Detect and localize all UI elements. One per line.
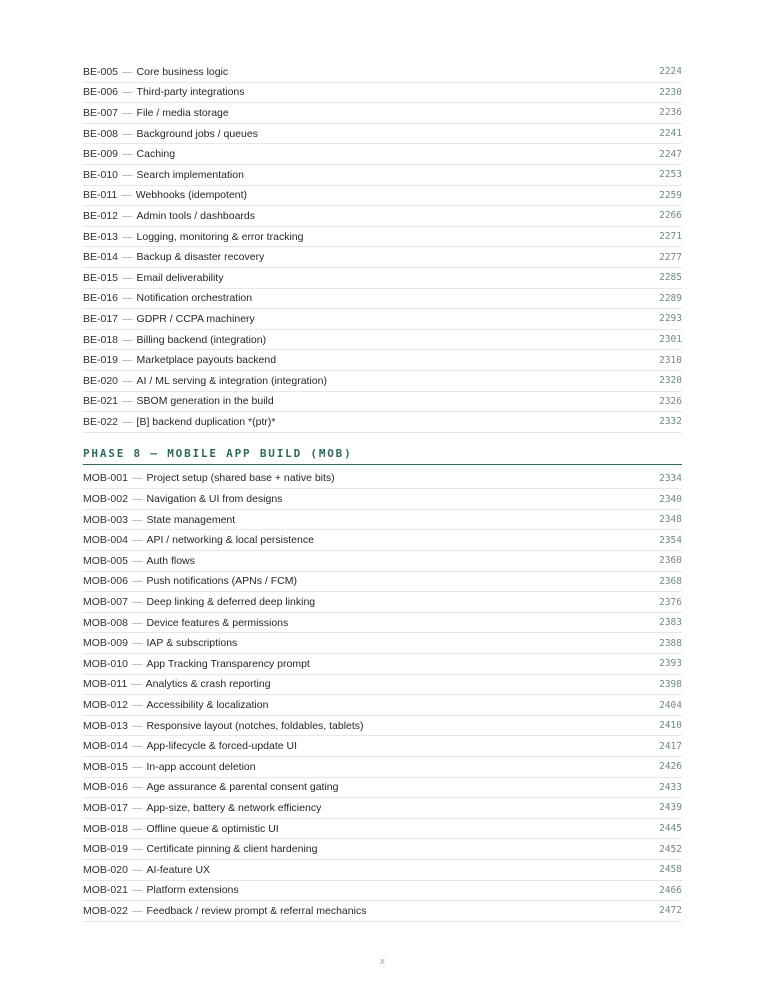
entry-title: Accessibility & localization xyxy=(146,699,269,712)
entry-title: Caching xyxy=(136,148,176,161)
entry-page-number: 2354 xyxy=(659,534,682,546)
toc-entry[interactable] xyxy=(83,736,682,757)
toc-entry-text xyxy=(83,678,271,690)
entry-title: In-app account deletion xyxy=(146,760,256,773)
entry-page-number: 2301 xyxy=(659,334,682,346)
entry-separator: — xyxy=(122,106,133,119)
entry-page-number: 2271 xyxy=(659,231,682,243)
entry-code: BE-009 xyxy=(83,148,119,161)
toc-entry-text xyxy=(83,514,235,526)
toc-entry[interactable] xyxy=(83,592,682,613)
toc-entry[interactable] xyxy=(83,510,682,531)
toc-entry-text xyxy=(83,128,258,140)
entry-title: Auth flows xyxy=(146,554,195,567)
entry-separator: — xyxy=(131,699,143,712)
entry-code: BE-021 xyxy=(83,395,119,408)
entry-code: BE-005 xyxy=(83,65,119,78)
toc-entry[interactable] xyxy=(83,881,682,902)
entry-title: [B] backend duplication *(ptr)* xyxy=(136,415,276,428)
toc-entry[interactable] xyxy=(83,778,682,799)
entry-separator: — xyxy=(131,596,143,609)
entry-page-number: 2433 xyxy=(659,781,682,793)
entry-page-number: 2340 xyxy=(659,493,682,505)
entry-code: MOB-009 xyxy=(83,637,128,650)
entry-code: MOB-020 xyxy=(83,863,128,876)
toc-entry[interactable] xyxy=(83,695,682,716)
entry-page-number: 2326 xyxy=(659,395,682,407)
entry-title: Backup & disaster recovery xyxy=(136,251,265,264)
entry-separator: — xyxy=(122,127,133,140)
entry-page-number: 2348 xyxy=(659,514,682,526)
entry-title: SBOM generation in the build xyxy=(136,395,274,408)
entry-code: MOB-007 xyxy=(83,596,128,609)
toc-entry[interactable] xyxy=(83,62,682,83)
entry-title: Age assurance & parental consent gating xyxy=(146,781,339,794)
toc-entry-text xyxy=(83,740,297,752)
entry-code: MOB-015 xyxy=(83,760,128,773)
toc-entry[interactable] xyxy=(83,227,682,248)
entry-separator: — xyxy=(122,251,133,264)
entry-code: BE-012 xyxy=(83,209,119,222)
entry-code: MOB-021 xyxy=(83,884,128,897)
entry-page-number: 2376 xyxy=(659,596,682,608)
toc-entry[interactable] xyxy=(83,757,682,778)
entry-separator: — xyxy=(122,395,133,408)
entry-title: App Tracking Transparency prompt xyxy=(146,657,310,670)
toc-entry-text xyxy=(83,905,366,917)
toc-entry[interactable] xyxy=(83,860,682,881)
toc-entry-text xyxy=(83,720,364,732)
entry-title: Marketplace payouts backend xyxy=(136,354,277,367)
entry-page-number: 2247 xyxy=(659,148,682,160)
toc-entry[interactable] xyxy=(83,798,682,819)
entry-code: MOB-008 xyxy=(83,616,128,629)
entry-code: BE-019 xyxy=(83,354,119,367)
entry-title: Billing backend (integration) xyxy=(136,333,267,346)
entry-code: BE-013 xyxy=(83,230,119,243)
entry-page-number: 2230 xyxy=(659,86,682,98)
toc-entry-text xyxy=(83,596,315,608)
toc-entry-text xyxy=(83,864,210,876)
toc-entry-text xyxy=(83,843,317,855)
toc-entry[interactable] xyxy=(83,83,682,104)
toc-entry[interactable] xyxy=(83,309,682,330)
toc-entry-text xyxy=(83,313,255,325)
entry-title: Deep linking & deferred deep linking xyxy=(146,596,316,609)
toc-entry[interactable] xyxy=(83,186,682,207)
entry-title: Webhooks (idempotent) xyxy=(135,189,248,202)
toc-entry[interactable] xyxy=(83,716,682,737)
entry-page-number: 2426 xyxy=(659,761,682,773)
toc-entry-text xyxy=(83,169,244,181)
entry-separator: — xyxy=(131,884,143,897)
toc-entry[interactable] xyxy=(83,247,682,268)
toc-entry[interactable] xyxy=(83,489,682,510)
toc-entry-text xyxy=(83,272,223,284)
entry-page-number: 2259 xyxy=(659,189,682,201)
entry-page-number: 2332 xyxy=(659,416,682,428)
toc-entry[interactable] xyxy=(83,103,682,124)
entry-separator: — xyxy=(131,781,143,794)
entry-page-number: 2417 xyxy=(659,740,682,752)
entry-title: Notification orchestration xyxy=(136,292,253,305)
toc-entry[interactable] xyxy=(83,350,682,371)
entry-code: MOB-003 xyxy=(83,513,128,526)
entry-page-number: 2368 xyxy=(659,575,682,587)
entry-separator: — xyxy=(131,534,143,547)
toc-entry[interactable] xyxy=(83,330,682,351)
entry-title: Push notifications (APNs / FCM) xyxy=(146,575,297,588)
entry-code: BE-020 xyxy=(83,374,119,387)
toc-entry[interactable] xyxy=(83,901,682,922)
entry-separator: — xyxy=(131,863,143,876)
entry-page-number: 2360 xyxy=(659,555,682,567)
entry-separator: — xyxy=(131,657,143,670)
toc-entry-text xyxy=(83,781,338,793)
entry-page-number: 2241 xyxy=(659,128,682,140)
entry-title: Search implementation xyxy=(136,168,244,181)
entry-separator: — xyxy=(122,292,133,305)
entry-separator: — xyxy=(122,148,133,161)
entry-code: BE-017 xyxy=(83,312,119,325)
entry-separator: — xyxy=(122,333,133,346)
entry-separator: — xyxy=(121,189,132,202)
toc-entry[interactable] xyxy=(83,572,682,593)
entry-code: BE-006 xyxy=(83,86,119,99)
toc-entry[interactable] xyxy=(83,530,682,551)
entry-title: AI / ML serving & integration (integration) xyxy=(136,374,327,387)
entry-code: MOB-012 xyxy=(83,699,128,712)
entry-title: Feedback / review prompt & referral mechanics xyxy=(146,904,367,917)
toc-entry-text xyxy=(83,395,274,407)
entry-separator: — xyxy=(131,513,143,526)
entry-code: BE-011 xyxy=(83,189,118,202)
entry-separator: — xyxy=(131,637,143,650)
toc-entry[interactable] xyxy=(83,613,682,634)
toc-entry[interactable] xyxy=(83,371,682,392)
entry-separator: — xyxy=(122,168,133,181)
entry-title: Certificate pinning & client hardening xyxy=(146,843,318,856)
entry-code: BE-016 xyxy=(83,292,119,305)
entry-title: Analytics & crash reporting xyxy=(145,678,271,691)
entry-code: MOB-001 xyxy=(83,472,128,485)
entry-page-number: 2334 xyxy=(659,472,682,484)
toc-entry-text xyxy=(83,823,279,835)
entry-code: MOB-022 xyxy=(83,904,128,917)
toc-entry-text xyxy=(83,354,276,366)
entry-separator: — xyxy=(131,678,142,691)
entry-separator: — xyxy=(131,493,143,506)
entry-page-number: 2289 xyxy=(659,292,682,304)
entry-page-number: 2393 xyxy=(659,658,682,670)
entry-code: MOB-017 xyxy=(83,801,128,814)
entry-separator: — xyxy=(131,843,143,856)
toc-entry-text xyxy=(83,658,310,670)
entry-title: API / networking & local persistence xyxy=(146,534,314,547)
entry-separator: — xyxy=(122,230,133,243)
entry-separator: — xyxy=(131,616,143,629)
entry-page-number: 2293 xyxy=(659,313,682,325)
entry-code: MOB-014 xyxy=(83,740,128,753)
entry-page-number: 2404 xyxy=(659,699,682,711)
toc-entry[interactable] xyxy=(83,839,682,860)
toc-entry[interactable] xyxy=(83,124,682,145)
entry-code: MOB-013 xyxy=(83,719,128,732)
entry-separator: — xyxy=(122,209,133,222)
entry-page-number: 2398 xyxy=(659,678,682,690)
entry-page-number: 2320 xyxy=(659,375,682,387)
entry-page-number: 2277 xyxy=(659,251,682,263)
entry-code: MOB-018 xyxy=(83,822,128,835)
toc-entry-text xyxy=(83,555,195,567)
toc-entry-text xyxy=(83,375,327,387)
toc-entry[interactable] xyxy=(83,551,682,572)
entry-title: Background jobs / queues xyxy=(136,127,258,140)
toc-entry[interactable] xyxy=(83,144,682,165)
entry-separator: — xyxy=(131,554,143,567)
entry-title: App-lifecycle & forced-update UI xyxy=(146,740,298,753)
entry-title: Device features & permissions xyxy=(146,616,289,629)
toc-entry-text xyxy=(83,251,264,263)
entry-code: MOB-011 xyxy=(83,678,128,691)
toc-entry-text xyxy=(83,231,303,243)
entry-code: MOB-019 xyxy=(83,843,128,856)
entry-page-number: 2472 xyxy=(659,905,682,917)
toc-entry-text xyxy=(83,802,321,814)
entry-code: BE-008 xyxy=(83,127,119,140)
toc-entry-text xyxy=(83,189,247,201)
toc-entry[interactable] xyxy=(83,392,682,413)
entry-title: Third-party integrations xyxy=(136,86,245,99)
page-footer: x xyxy=(379,957,386,967)
entry-page-number: 2310 xyxy=(659,354,682,366)
entry-page-number: 2224 xyxy=(659,66,682,78)
entry-page-number: 2439 xyxy=(659,802,682,814)
entry-page-number: 2410 xyxy=(659,720,682,732)
entry-page-number: 2383 xyxy=(659,617,682,629)
toc-entry-text xyxy=(83,210,255,222)
entry-separator: — xyxy=(122,312,133,325)
entry-separator: — xyxy=(122,65,133,78)
entry-title: State management xyxy=(146,513,236,526)
entry-title: Core business logic xyxy=(136,65,229,78)
entry-code: BE-015 xyxy=(83,271,119,284)
entry-separator: — xyxy=(131,801,143,814)
entry-title: Email deliverability xyxy=(136,271,224,284)
entry-page-number: 2236 xyxy=(659,107,682,119)
entry-title: File / media storage xyxy=(136,106,229,119)
toc-entry-text xyxy=(83,86,245,98)
toc-entry-text xyxy=(83,534,314,546)
entry-page-number: 2253 xyxy=(659,169,682,181)
entry-title: Logging, monitoring & error tracking xyxy=(136,230,304,243)
entry-separator: — xyxy=(131,760,143,773)
entry-separator: — xyxy=(122,271,133,284)
entry-title: Navigation & UI from designs xyxy=(146,493,283,506)
entry-title: Offline queue & optimistic UI xyxy=(146,822,279,835)
toc-entry[interactable] xyxy=(83,268,682,289)
entry-page-number: 2466 xyxy=(659,884,682,896)
toc-entry[interactable] xyxy=(83,469,682,490)
entry-title: App-size, battery & network efficiency xyxy=(146,801,322,814)
entry-separator: — xyxy=(131,904,143,917)
entry-title: IAP & subscriptions xyxy=(146,637,238,650)
toc-entry[interactable] xyxy=(83,675,682,696)
toc-entry-text xyxy=(83,761,256,773)
entry-separator: — xyxy=(131,740,143,753)
entry-code: BE-018 xyxy=(83,333,119,346)
toc-entry-text xyxy=(83,617,288,629)
entry-page-number: 2285 xyxy=(659,272,682,284)
entry-code: MOB-002 xyxy=(83,493,128,506)
toc-entry-text xyxy=(83,493,282,505)
toc-entry-text xyxy=(83,66,228,78)
entry-separator: — xyxy=(122,415,133,428)
entry-separator: — xyxy=(131,472,143,485)
toc-entry-text xyxy=(83,699,268,711)
entry-title: Admin tools / dashboards xyxy=(136,209,256,222)
toc-entry[interactable] xyxy=(83,289,682,310)
entry-separator: — xyxy=(122,354,133,367)
entry-page-number: 2445 xyxy=(659,823,682,835)
entry-code: MOB-010 xyxy=(83,657,128,670)
toc-entry[interactable] xyxy=(83,165,682,186)
mobile-entry-list xyxy=(83,469,682,922)
toc-entry-text xyxy=(83,637,237,649)
toc-entry[interactable] xyxy=(83,654,682,675)
toc-entry-text xyxy=(83,884,239,896)
phase-heading: PHASE 8 — MOBILE APP BUILD (MOB) xyxy=(83,447,682,465)
entry-code: BE-007 xyxy=(83,106,119,119)
entry-separator: — xyxy=(131,822,143,835)
backend-entry-list xyxy=(83,62,682,433)
entry-code: BE-014 xyxy=(83,251,119,264)
entry-code: MOB-005 xyxy=(83,554,128,567)
entry-separator: — xyxy=(122,86,133,99)
toc-entry-text xyxy=(83,416,275,428)
entry-title: AI-feature UX xyxy=(146,863,211,876)
entry-code: MOB-006 xyxy=(83,575,128,588)
toc-entry[interactable] xyxy=(83,206,682,227)
toc-entry-text xyxy=(83,107,229,119)
toc-entry-text xyxy=(83,148,175,160)
entry-page-number: 2388 xyxy=(659,637,682,649)
toc-entry[interactable] xyxy=(83,819,682,840)
entry-page-number: 2452 xyxy=(659,843,682,855)
table-of-contents xyxy=(83,62,682,922)
entry-page-number: 2458 xyxy=(659,864,682,876)
entry-separator: — xyxy=(131,575,143,588)
entry-title: Project setup (shared base + native bits) xyxy=(146,472,335,485)
entry-title: GDPR / CCPA machinery xyxy=(136,312,255,325)
toc-entry-text xyxy=(83,292,252,304)
entry-separator: — xyxy=(122,374,133,387)
toc-entry-text xyxy=(83,334,266,346)
entry-code: BE-022 xyxy=(83,415,119,428)
toc-entry-text xyxy=(83,575,297,587)
entry-title: Responsive layout (notches, foldables, tablets) xyxy=(146,719,364,732)
entry-code: MOB-016 xyxy=(83,781,128,794)
entry-separator: — xyxy=(131,719,143,732)
entry-code: MOB-004 xyxy=(83,534,128,547)
entry-page-number: 2266 xyxy=(659,210,682,222)
entry-code: BE-010 xyxy=(83,168,119,181)
toc-entry[interactable] xyxy=(83,412,682,433)
toc-entry-text xyxy=(83,472,335,484)
entry-title: Platform extensions xyxy=(146,884,239,897)
toc-entry[interactable] xyxy=(83,633,682,654)
